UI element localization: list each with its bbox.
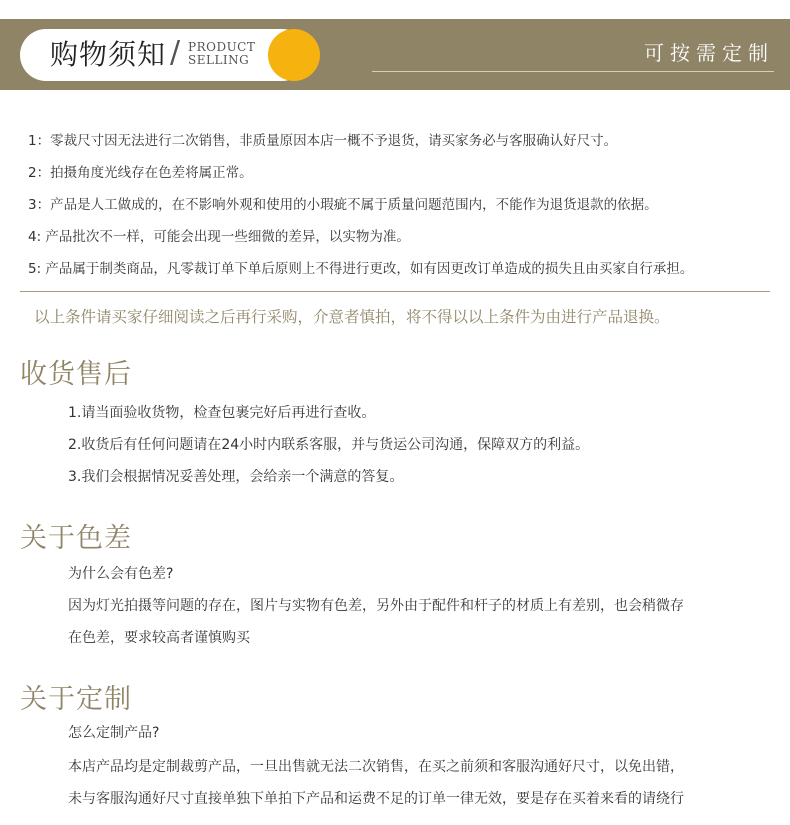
title-slash: / — [170, 35, 181, 70]
custom-answer-line2: 未与客服沟通好尺寸直接单独下单拍下产品和运费不足的订单一律无效，要是存在买着来看的请绕行 — [68, 791, 684, 807]
note-item-4: 4: 产品批次不一样，可能会出现一些细微的差异，以实物为准。 — [28, 229, 410, 245]
notes-divider — [20, 291, 770, 292]
custom-question: 怎么定制产品? — [68, 725, 160, 741]
title-english-line1: PRODUCT — [188, 40, 256, 54]
section-title-after-sale: 收货售后 — [20, 359, 132, 390]
title-pill — [20, 29, 308, 81]
after-sale-item-3: 3.我们会根据情况妥善处理，会给亲一个满意的答复。 — [68, 469, 404, 485]
after-sale-item-2: 2.收货后有任何问题请在24小时内联系客服，并与货运公司沟通，保障双方的利益。 — [68, 437, 590, 453]
note-item-5: 5: 产品属于制类商品，凡零裁订单下单后原则上不得进行更改，如有因更改订单造成的损失且由买家自行承担。 — [28, 261, 694, 277]
section-title-color-diff: 关于色差 — [20, 523, 132, 554]
page-title: 购物须知 — [50, 38, 167, 71]
banner-divider — [372, 71, 774, 72]
after-sale-item-1: 1.请当面验收货物，检查包裹完好后再进行查收。 — [68, 405, 376, 421]
orange-circle-decoration — [268, 29, 320, 81]
note-item-1: 1：零裁尺寸因无法进行二次销售，非质量原因本店一概不予退货，请买家务必与客服确认好尺寸。 — [28, 133, 618, 149]
custom-label: 可按需定制 — [644, 41, 774, 65]
note-item-3: 3：产品是人工做成的，在不影响外观和使用的小瑕疵不属于质量问题范围内，不能作为退货退款的依据。 — [28, 197, 658, 213]
warning-text: 以上条件请买家仔细阅读之后再行采购，介意者慎拍，将不得以以上条件为由进行产品退换。 — [34, 308, 670, 326]
color-diff-question: 为什么会有色差? — [68, 566, 174, 582]
notes-list — [28, 130, 780, 290]
title-english-line2: SELLING — [188, 53, 250, 67]
color-diff-answer-line2: 在色差，要求较高者谨慎购买 — [68, 630, 250, 646]
header-banner — [0, 19, 790, 90]
custom-answer-line1: 本店产品均是定制裁剪产品，一旦出售就无法二次销售，在买之前须和客服沟通好尺寸，以免出错， — [68, 759, 684, 775]
section-title-custom: 关于定制 — [20, 684, 132, 715]
note-item-2: 2：拍摄角度光线存在色差将属正常。 — [28, 165, 253, 181]
title-english — [188, 41, 255, 67]
color-diff-answer-line1: 因为灯光拍摄等问题的存在，图片与实物有色差，另外由于配件和杆子的材质上有差别，也会稍微存 — [68, 598, 684, 614]
